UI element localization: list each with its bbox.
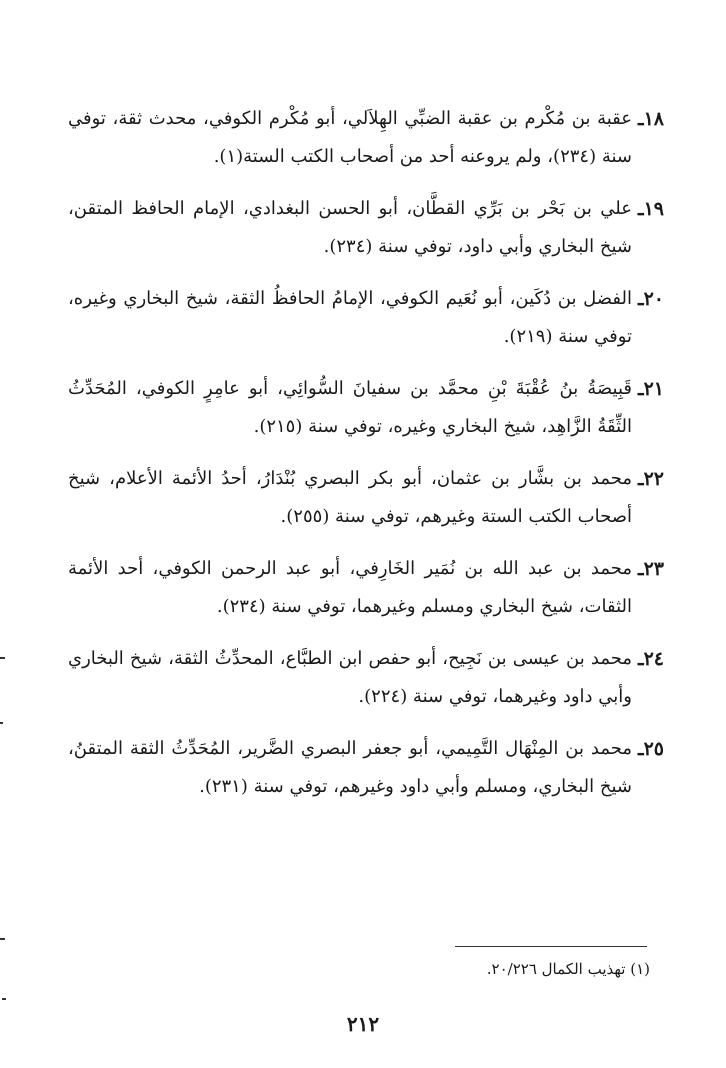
entry-24 [68, 640, 664, 716]
entry-21 [68, 370, 664, 446]
entry-23 [68, 550, 664, 626]
entry-number: ١٩ـ [638, 198, 664, 220]
margin-mark [0, 722, 3, 724]
entry-number: ١٨ـ [638, 108, 664, 130]
entry-22 [68, 460, 664, 536]
entry-text: قَبِيصَةُ بنُ عُقْبَةَ بْنِ محمَّد بن سفيانَ السُّوائِي، أبو عامِرٍ الكوفي، المُحَدِّثُ الثِّقَةُ الزَّاهِد، شيخ البخاري وغيره، توفي سنة (٢١٥). [68, 378, 632, 437]
footnote: (١) تهذيب الكمال ٢٠/٢٢٦. [486, 960, 650, 978]
entry-number: ٢١ـ [638, 378, 664, 400]
entry-text: الفضل بن دُكَين، أبو نُعَيم الكوفي، الإمامُ الحافظُ الثقة، شيخ البخاري وغيره، توفي سنة (٢١٩). [68, 288, 632, 347]
entry-number: ٢٣ـ [638, 558, 664, 580]
page-body [68, 100, 664, 820]
footnote-divider [455, 946, 647, 947]
entry-20 [68, 280, 664, 356]
margin-mark [2, 998, 6, 1000]
entry-text: محمد بن عبد الله بن نُمَير الخَارِفي، أبو عبد الرحمن الكوفي، أحد الأئمة الثقات، شيخ البخاري ومسلم وغيرهما، توفي سنة (٢٣٤). [68, 558, 632, 617]
entry-25 [68, 730, 664, 806]
entry-number: ٢٢ـ [638, 468, 664, 490]
entry-text: علي بن بَحْر بن بَرِّي القطَّان، أبو الحسن البغدادي، الإمام الحافظ المتقن، شيخ البخاري وأبي داود، توفي سنة (٢٣٤). [68, 198, 632, 257]
entry-text: محمد بن المِنْهَال التَّمِيمي، أبو جعفر البصري الضَّرير، المُحَدِّثُ الثقة المتقنُ، شيخ البخاري، ومسلم وأبي داود وغيرهم، توفي سنة (٢٣١). [68, 738, 632, 797]
margin-mark [0, 657, 5, 659]
entry-19 [68, 190, 664, 266]
page-number: ٢١٢ [346, 1012, 380, 1036]
entry-number: ٢٤ـ [638, 648, 664, 670]
margin-mark [0, 938, 5, 940]
entry-text: محمد بن بشَّار بن عثمان، أبو بكر البصري بُنْدَارُ، أحدُ الأئمة الأعلام، شيخ أصحاب الكتب الستة وغيرهم، توفي سنة (٢٥٥). [68, 468, 632, 527]
entry-number: ٢٥ـ [638, 738, 664, 760]
entry-text: محمد بن عيسى بن نَجِيح، أبو حفص ابن الطبَّاع، المحدِّثُ الثقة، شيخ البخاري وأبي داود وغيرهما، توفي سنة (٢٢٤). [68, 648, 632, 707]
entry-18 [68, 100, 664, 176]
entry-text: عقبة بن مُكْرم بن عقبة الضبِّي الهِلاَلي، أبو مُكْرم الكوفي، محدث ثقة، توفي سنة (٢٣٤)، ولم يروعنه أحد من أصحاب الكتب الستة(١). [68, 108, 632, 167]
entry-number: ٢٠ـ [638, 288, 664, 310]
